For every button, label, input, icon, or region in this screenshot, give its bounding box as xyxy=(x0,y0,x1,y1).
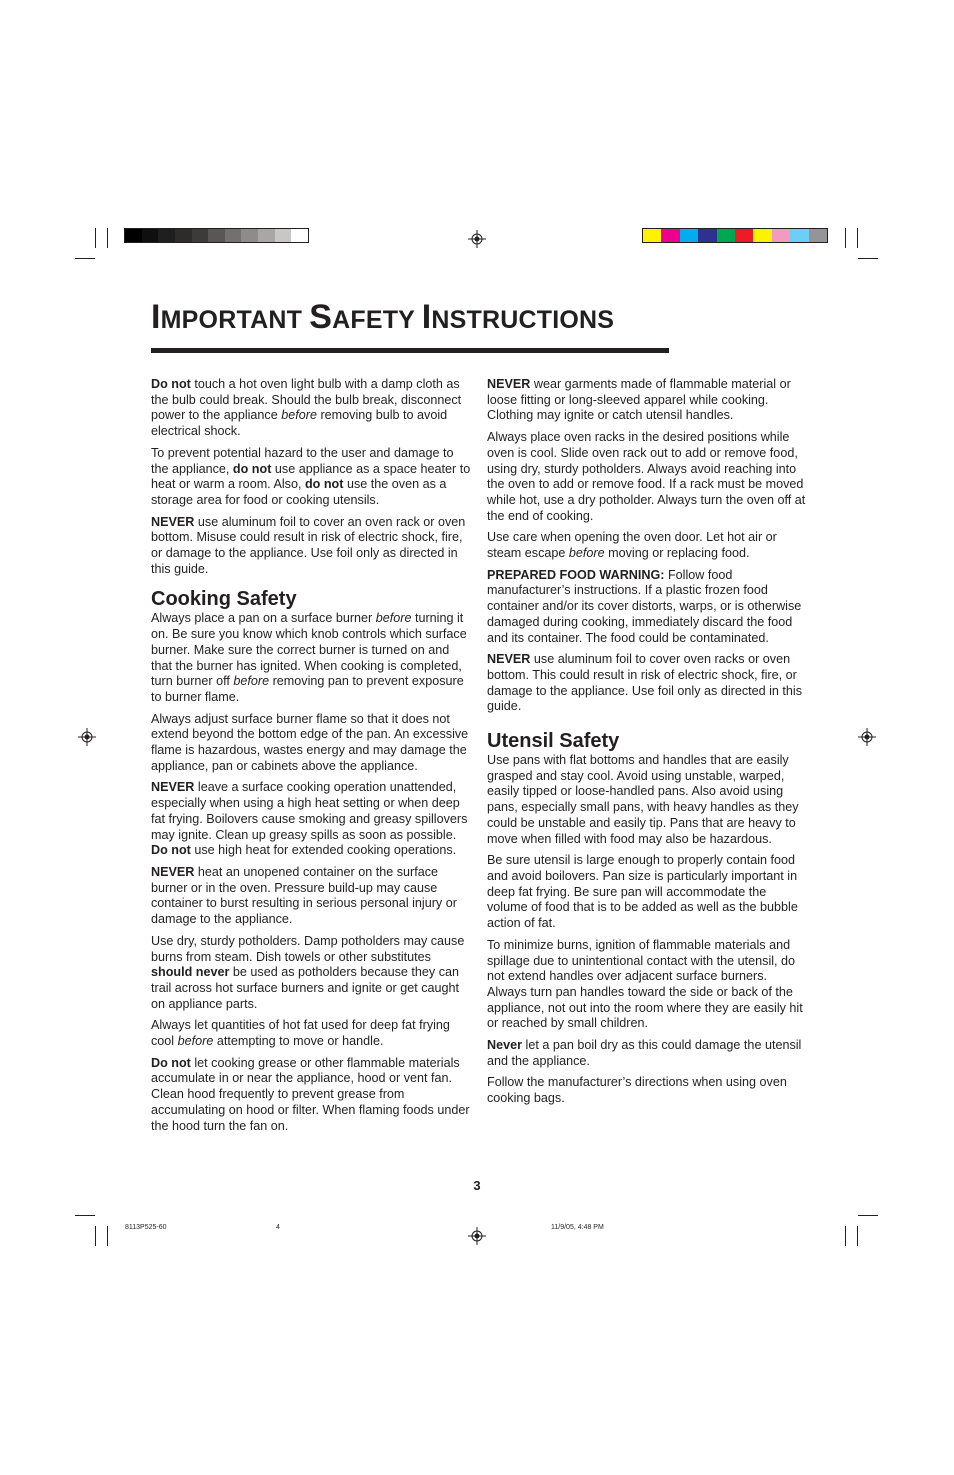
page-title: IMPORTANT SAFETY INSTRUCTIONS xyxy=(151,298,615,336)
color-swatch xyxy=(241,229,258,242)
crop-mark xyxy=(107,228,108,248)
paragraph: Always adjust surface burner flame so that it does not extend beyond the bottom edge of the pan. An excessive flame is hazardous, wastes energy and may damage the appliance, pan or cabinets above the appliance. xyxy=(151,711,469,773)
crop-mark xyxy=(858,258,878,259)
color-swatch xyxy=(142,229,159,242)
color-swatch xyxy=(275,229,292,242)
registration-mark-icon xyxy=(858,728,876,746)
color-swatch xyxy=(698,229,716,242)
right-column xyxy=(487,377,807,1113)
slug-page: 4 xyxy=(276,1224,280,1231)
crop-mark xyxy=(95,1226,96,1246)
color-swatch xyxy=(192,229,209,242)
color-swatch xyxy=(225,229,242,242)
crop-mark xyxy=(75,1215,95,1216)
slug-date: 11/9/05, 4:48 PM xyxy=(551,1224,604,1231)
crop-mark xyxy=(858,1215,878,1216)
paragraph: Do not let cooking grease or other flammable materials accumulate in or near the appliance, hood or vent fan. Clean hood frequently to prevent grease from accumulating on hood or filter. When flaming foods under the hood turn the fan on. xyxy=(151,1055,470,1133)
grayscale-bar xyxy=(124,228,309,243)
paragraph: Always place a pan on a surface burner before turning it on. Be sure you know which knob controls which surface burner. Make sure the correct burner is turned on and that the burner has ignited. When cooking is completed, turn burner off before removing pan to prevent exposure to burner flame. xyxy=(151,611,467,704)
color-swatch xyxy=(772,229,790,242)
color-swatch xyxy=(175,229,192,242)
paragraph: NEVER leave a surface cooking operation unattended, especially when using a high heat setting or when deep fat frying. Boilovers cause smoking and greasy spillovers may ignite. Clean up greasy spills as soon as possible. Do not use high heat for extended cooking operations. xyxy=(151,780,468,858)
slug-file: 8113P525-60 xyxy=(125,1224,167,1231)
paragraph: To minimize burns, ignition of flammable materials and spillage due to unintentional contact with the utensil, do not extend handles over adjacent surface burners. Always turn pan handles toward the side or back of the appliance, not out into the room where they are easily hit or reached by small children. xyxy=(487,937,803,1031)
paragraph: Never let a pan boil dry as this could damage the utensil and the appliance. xyxy=(487,1038,802,1068)
registration-mark-icon xyxy=(468,230,486,248)
paragraph: NEVER wear garments made of flammable material or loose fitting or long-sleeved apparel while cooking. Clothing may ignite or catch utensil handles. xyxy=(487,377,791,423)
paragraph: To prevent potential hazard to the user and damage to the appliance, do not use appliance as a space heater to heat or warm a room. Also, do not use the oven as a storage area for food or cooking utensils. xyxy=(151,445,471,507)
color-bar xyxy=(642,228,828,243)
paragraph: Use care when opening the oven door. Let hot air or steam escape before moving or replacing food. xyxy=(487,530,777,561)
paragraph: Do not touch a hot oven light bulb with a damp cloth as the bulb could break. Should the bulb break, disconnect power to the appliance before removing bulb to avoid electrical shock. xyxy=(151,377,462,439)
color-swatch xyxy=(258,229,275,242)
paragraph: Follow the manufacturer’s directions when using oven cooking bags. xyxy=(487,1075,787,1106)
registration-mark-icon xyxy=(468,1227,486,1245)
utensil-safety-heading: Utensil Safety xyxy=(487,730,620,753)
paragraph: NEVER use aluminum foil to cover oven racks or oven bottom. This could result in risk of electric shock, fire, or damage to the appliance. Use foil only as directed in this guide. xyxy=(487,652,803,714)
paragraph: NEVER heat an unopened container on the surface burner or in the oven. Pressure build-up may cause container to burst resulting in serious personal injury or damage to the appliance. xyxy=(151,864,457,927)
color-swatch xyxy=(643,229,661,242)
color-swatch xyxy=(661,229,679,242)
left-column xyxy=(151,377,471,1140)
registration-mark-icon xyxy=(78,728,96,746)
color-swatch xyxy=(125,229,142,242)
paragraph: Always place oven racks in the desired positions while oven is cool. Slide oven rack out to add or remove food, using dry, sturdy potholders. Always avoid reaching into the oven to add or remove food. If a rack must be moved while hot, use a dry potholder. Always turn the oven off at the end of cooking. xyxy=(487,430,806,523)
color-swatch xyxy=(158,229,175,242)
color-swatch xyxy=(809,229,827,242)
color-swatch xyxy=(735,229,753,242)
color-swatch xyxy=(680,229,698,242)
paragraph: Always let quantities of hot fat used for deep fat frying cool before attempting to move or handle. xyxy=(151,1018,450,1049)
crop-mark xyxy=(857,1226,858,1246)
page-number: 3 xyxy=(473,1178,481,1193)
cooking-safety-heading: Cooking Safety xyxy=(151,588,297,611)
crop-mark xyxy=(107,1226,108,1246)
color-swatch xyxy=(291,229,308,242)
crop-mark xyxy=(95,228,96,248)
color-swatch xyxy=(717,229,735,242)
color-swatch xyxy=(753,229,771,242)
crop-mark xyxy=(75,258,95,259)
crop-mark xyxy=(845,228,846,248)
color-swatch xyxy=(790,229,808,242)
title-rule xyxy=(151,348,669,353)
paragraph: Use dry, sturdy potholders. Damp potholders may cause burns from steam. Dish towels or other substitutes should never be used as potholders because they can trail across hot surface burners and ignite or get caught on appliance parts. xyxy=(151,933,465,1011)
crop-mark xyxy=(845,1226,846,1246)
color-swatch xyxy=(208,229,225,242)
crop-mark xyxy=(857,228,858,248)
paragraph: NEVER use aluminum foil to cover an oven rack or oven bottom. Misuse could result in risk of electric shock, fire, or damage to the appliance. Use foil only as directed in this guide. xyxy=(151,514,466,576)
paragraph: PREPARED FOOD WARNING: Follow food manufacturer’s instructions. If a plastic frozen food container and/or its cover distorts, warps, or is otherwise damaged during cooking, immediately discard the food and its container. The food could be contaminated. xyxy=(487,567,802,645)
paragraph: Be sure utensil is large enough to properly contain food and avoid boilovers. Pan size is particularly important in deep fat frying. Be sure pan will accommodate the volume of food that is to be added as well as the bubble action of fat. xyxy=(487,853,798,931)
paragraph: Use pans with flat bottoms and handles that are easily grasped and stay cool. Avoid using unstable, warped, easily tipped or loose-handled pans. Also avoid using pans, especially small pans, with heavy handles as they could be unstable and easily tip. Pans that are heavy to move when filled with food may also be hazardous. xyxy=(487,753,799,846)
